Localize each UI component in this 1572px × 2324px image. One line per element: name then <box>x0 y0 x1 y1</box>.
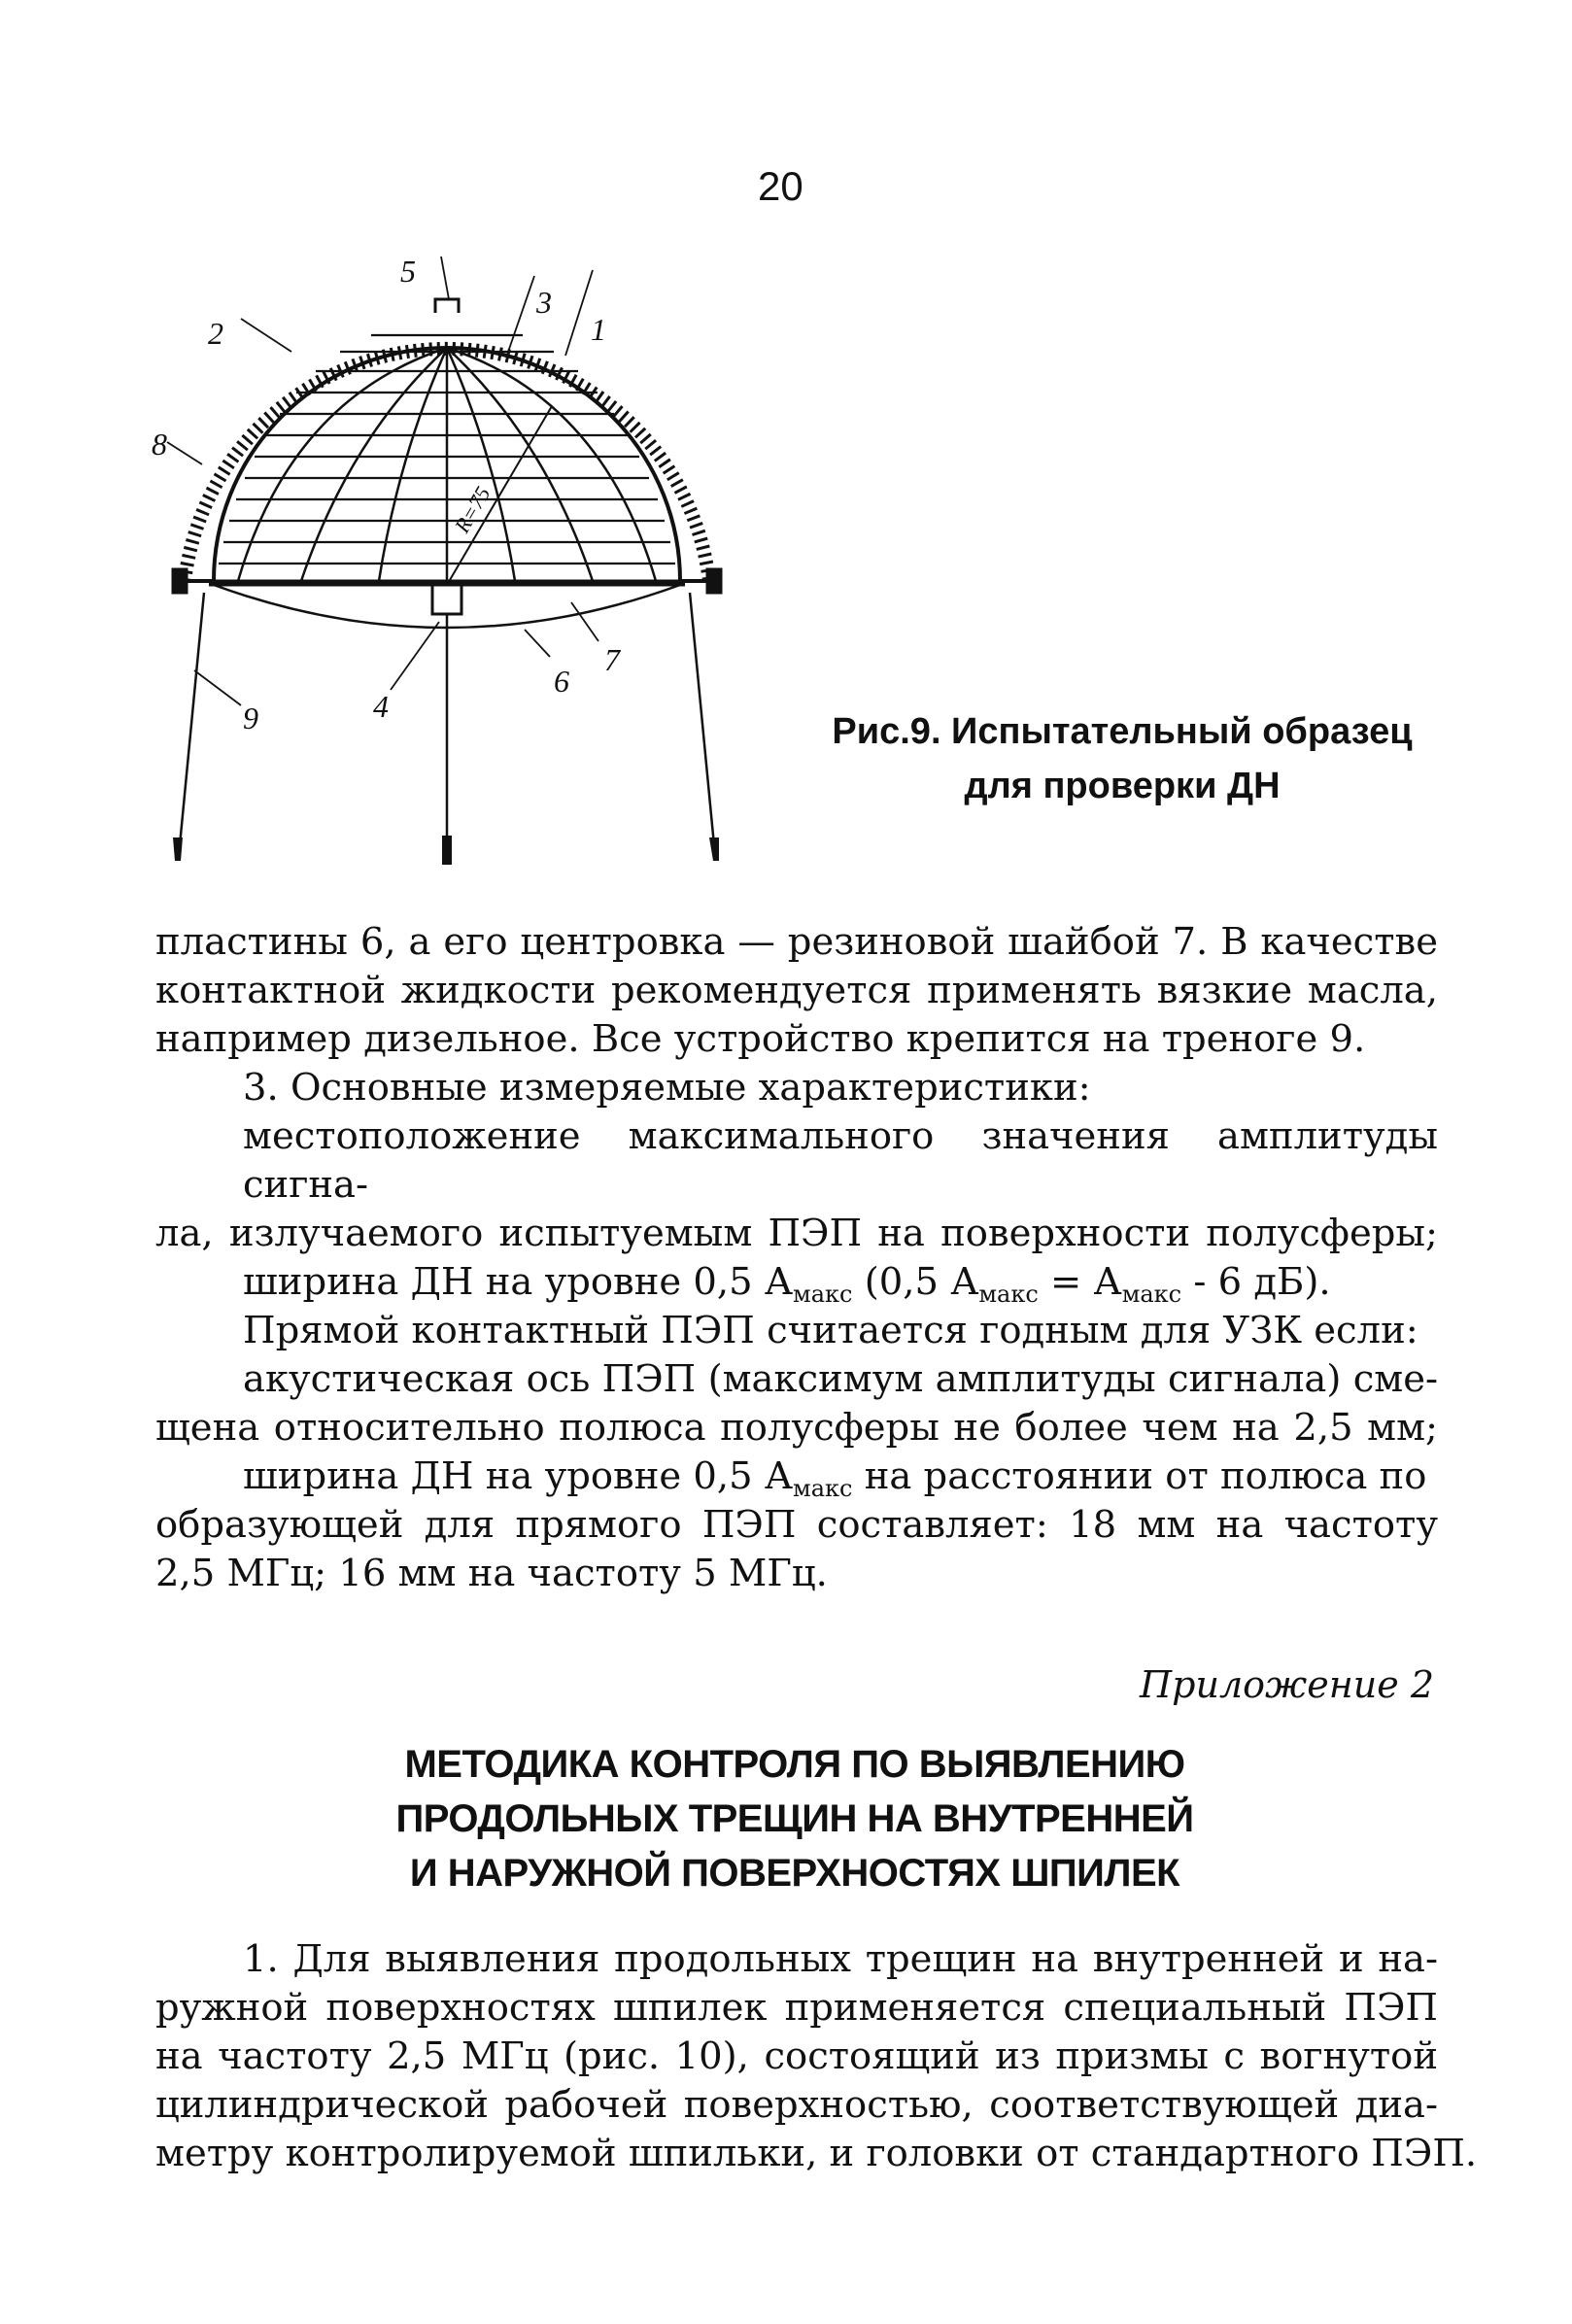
paragraph-final <box>155 1935 1478 2178</box>
text-span: ширина ДН на уровне 0,5 А <box>243 1260 794 1304</box>
tripod-9 <box>180 593 714 853</box>
text-line: контактной жидкости рекомендуется применять вязкие масла, <box>155 969 1438 1012</box>
text-line: ружной поверхностях шпилек применяется специальный ПЭП <box>155 1986 1438 2030</box>
text-span: (0,5 А <box>852 1260 979 1304</box>
figure-label-2: 2 <box>208 316 223 351</box>
caption-line: для проверки ДН <box>964 766 1281 806</box>
text-line: акустическая ось ПЭП (максимум амплитуды сигнала) сме- <box>243 1357 1438 1401</box>
figure-label-4: 4 <box>373 689 389 724</box>
figure-label-radius: R=75 <box>449 482 496 537</box>
paragraph-1 <box>155 918 1438 1598</box>
figure-label-9: 9 <box>243 701 258 735</box>
text-line: ла, излучаемого испытуемым ПЭП на поверхности полусферы; <box>155 1212 1438 1255</box>
figure-label-3: 3 <box>536 285 552 320</box>
caption-line: Рис.9. Испытательный образец <box>832 711 1413 752</box>
subscript: макс <box>793 1281 853 1308</box>
meridian-lines <box>238 348 656 581</box>
figure-label-1: 1 <box>591 312 606 347</box>
subscript: макс <box>793 1475 853 1502</box>
leader-lines <box>167 256 598 705</box>
text-line: например дизельное. Все устройство крепится на треноге 9. <box>155 1017 1366 1061</box>
section-title <box>155 1737 1434 1900</box>
figure-caption <box>821 704 1423 813</box>
title-line: И НАРУЖНОЙ ПОВЕРХНОСТЯХ ШПИЛЕК <box>409 1852 1180 1895</box>
hemisphere-test-sample-drawing <box>146 243 748 884</box>
text-line: на частоту 2,5 МГц (рис. 10), состоящий из призмы с вогнутой <box>155 2034 1438 2078</box>
criteria-intro: Прямой контактный ПЭП считается годным для УЗК если: <box>243 1309 1418 1352</box>
text-line: метру контролируемой шпильки, и головки от стандартного ПЭП. <box>155 2132 1478 2175</box>
text-span: = А <box>1038 1260 1122 1304</box>
figure-label-8: 8 <box>152 427 167 461</box>
subscript: макс <box>978 1281 1039 1308</box>
crit2-line <box>155 1452 1438 1501</box>
text-line: пластины 6, а его центровка — резиновой шайбой 7. В качестве <box>155 920 1438 964</box>
figure-label-7: 7 <box>604 642 620 677</box>
page-number: 20 <box>758 163 803 209</box>
text-line: щена относительно полюса полусферы не более чем на 2,5 мм; <box>155 1406 1438 1450</box>
text-span: ширина ДН на уровне 0,5 А <box>243 1454 794 1498</box>
char2-line <box>155 1258 1438 1307</box>
subscript: макс <box>1121 1281 1182 1308</box>
text-line: образующей для прямого ПЭП составляет: 18 мм на частоту <box>155 1503 1438 1547</box>
title-line: МЕТОДИКА КОНТРОЛЯ ПО ВЫЯВЛЕНИЮ <box>404 1743 1185 1786</box>
text-span: на расстоянии от полюса по <box>852 1454 1427 1498</box>
appendix-label: Приложение 2 <box>1140 1663 1434 1706</box>
figure-label-6: 6 <box>554 664 569 699</box>
text-line: 2,5 МГц; 16 мм на частоту 5 МГц. <box>155 1552 828 1595</box>
figure-test-sample <box>146 243 748 884</box>
text-line: местоположение максимального значения амплитуды сигна- <box>243 1114 1438 1207</box>
text-line: 1. Для выявления продольных трещин на внутренней и на- <box>243 1937 1438 1981</box>
transducer-box-4 <box>432 585 461 614</box>
title-line: ПРОДОЛЬНЫХ ТРЕЩИН НА ВНУТРЕННЕЙ <box>395 1797 1194 1840</box>
figure-label-5: 5 <box>400 254 416 289</box>
text-line: цилиндрической рабочей поверхностью, соответствующей диа- <box>155 2083 1438 2127</box>
item-3-heading: 3. Основные измеряемые характеристики: <box>243 1066 1091 1110</box>
text-span: - 6 дБ). <box>1181 1260 1331 1304</box>
